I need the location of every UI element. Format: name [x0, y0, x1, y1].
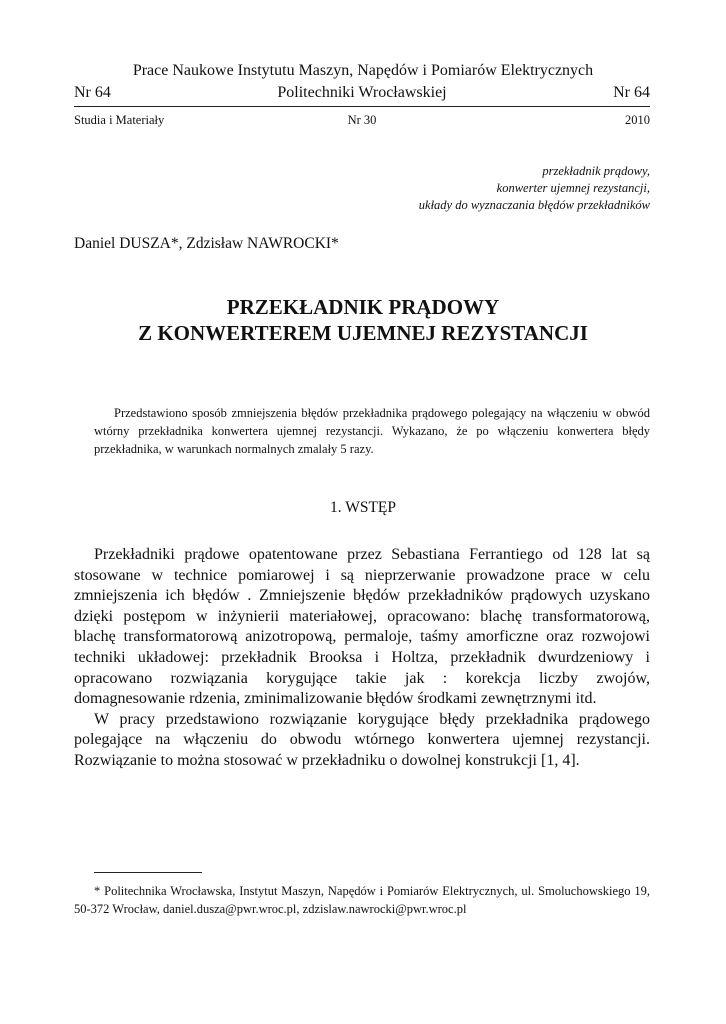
footnote: [74, 882, 650, 918]
journal-title-line1: Prace Naukowe Instytutu Maszyn, Napędów i Pomiarów Elektrycznych: [132, 62, 594, 79]
abstract: [94, 404, 650, 458]
series-number: Nr 30: [347, 113, 377, 127]
footnote-divider: [94, 872, 202, 873]
keywords: [419, 163, 650, 214]
issue-number-right: Nr 64: [613, 84, 650, 101]
title-line-1: PRZEKŁADNIK PRĄDOWY: [226, 295, 500, 319]
abstract-text: Przedstawiono sposób zmniejszenia błędów przekładnika prądowego polegający na włączeniu w obwód wtórny przekładnika konwertera ujemnej rezystancji. Wykazano, że po włączeniu konwertera błędy przekładnika, w warunkach normalnych zmalały 5 razy.: [94, 406, 650, 456]
keyword-3: układy do wyznaczania błędów przekładników: [418, 198, 650, 212]
keyword-1: przekładnik prądowy,: [542, 164, 650, 178]
footnote-text: * Politechnika Wrocławska, Instytut Maszyn, Napędów i Pomiarów Elektrycznych, ul. Smoluchowskiego 19, 50-372 Wrocław, daniel.dusza@pwr.wroc.pl, zdzislaw.nawrocki@pwr.wroc.pl: [74, 884, 650, 916]
authors: Daniel DUSZA*, Zdzisław NAWROCKI*: [74, 235, 339, 252]
section-heading: 1. WSTĘP: [329, 499, 397, 516]
paragraph-2: W pracy przedstawiono rozwiązanie korygujące błędy przekładnika prądowego polegające na włączeniu do obwodu wtórnego konwertera ujemnej rezystancji. Rozwiązanie to można stosować w przekładniku o dowolnej konstrukcji [1, 4].: [74, 710, 650, 769]
header-divider: [74, 106, 650, 107]
keyword-2: konwerter ujemnej rezystancji,: [496, 181, 650, 195]
journal-title-line2: Politechniki Wrocławskiej: [277, 84, 447, 101]
paragraph-1: Przekładniki prądowe opatentowane przez Sebastiana Ferrantiego od 128 lat są stosowane w technice pomiarowej i są nieprzerwanie prowadzone prace w celu zmniejszenia ich błędów . Zmniejszenie błędów przekładników prądowych uzyskano dzięki postępom w inżynierii materiałowej, opracowano: blachę transformatorową, blachę transformatorową anizotropową, permaloje, taśmy amorficzne oraz rozwojowi techniki układowej: przekładnik Brooksa i Holtza, przekładnik dwurdzeniowy i opracowano rozwiązania korygujące takie jak : korekcja liczby zwojów, domagnesowanie rdzenia, zminimalizowanie błędów środkami zewnętrznymi itd.: [74, 546, 650, 708]
issue-number-left: Nr 64: [74, 84, 111, 101]
series-name: Studia i Materiały: [74, 113, 165, 127]
title-line-2: Z KONWERTEREM UJEMNEJ REZYSTANCJI: [138, 321, 588, 345]
paper-title: [0, 294, 726, 346]
publication-year: 2010: [625, 113, 650, 127]
body-text: [74, 545, 650, 772]
